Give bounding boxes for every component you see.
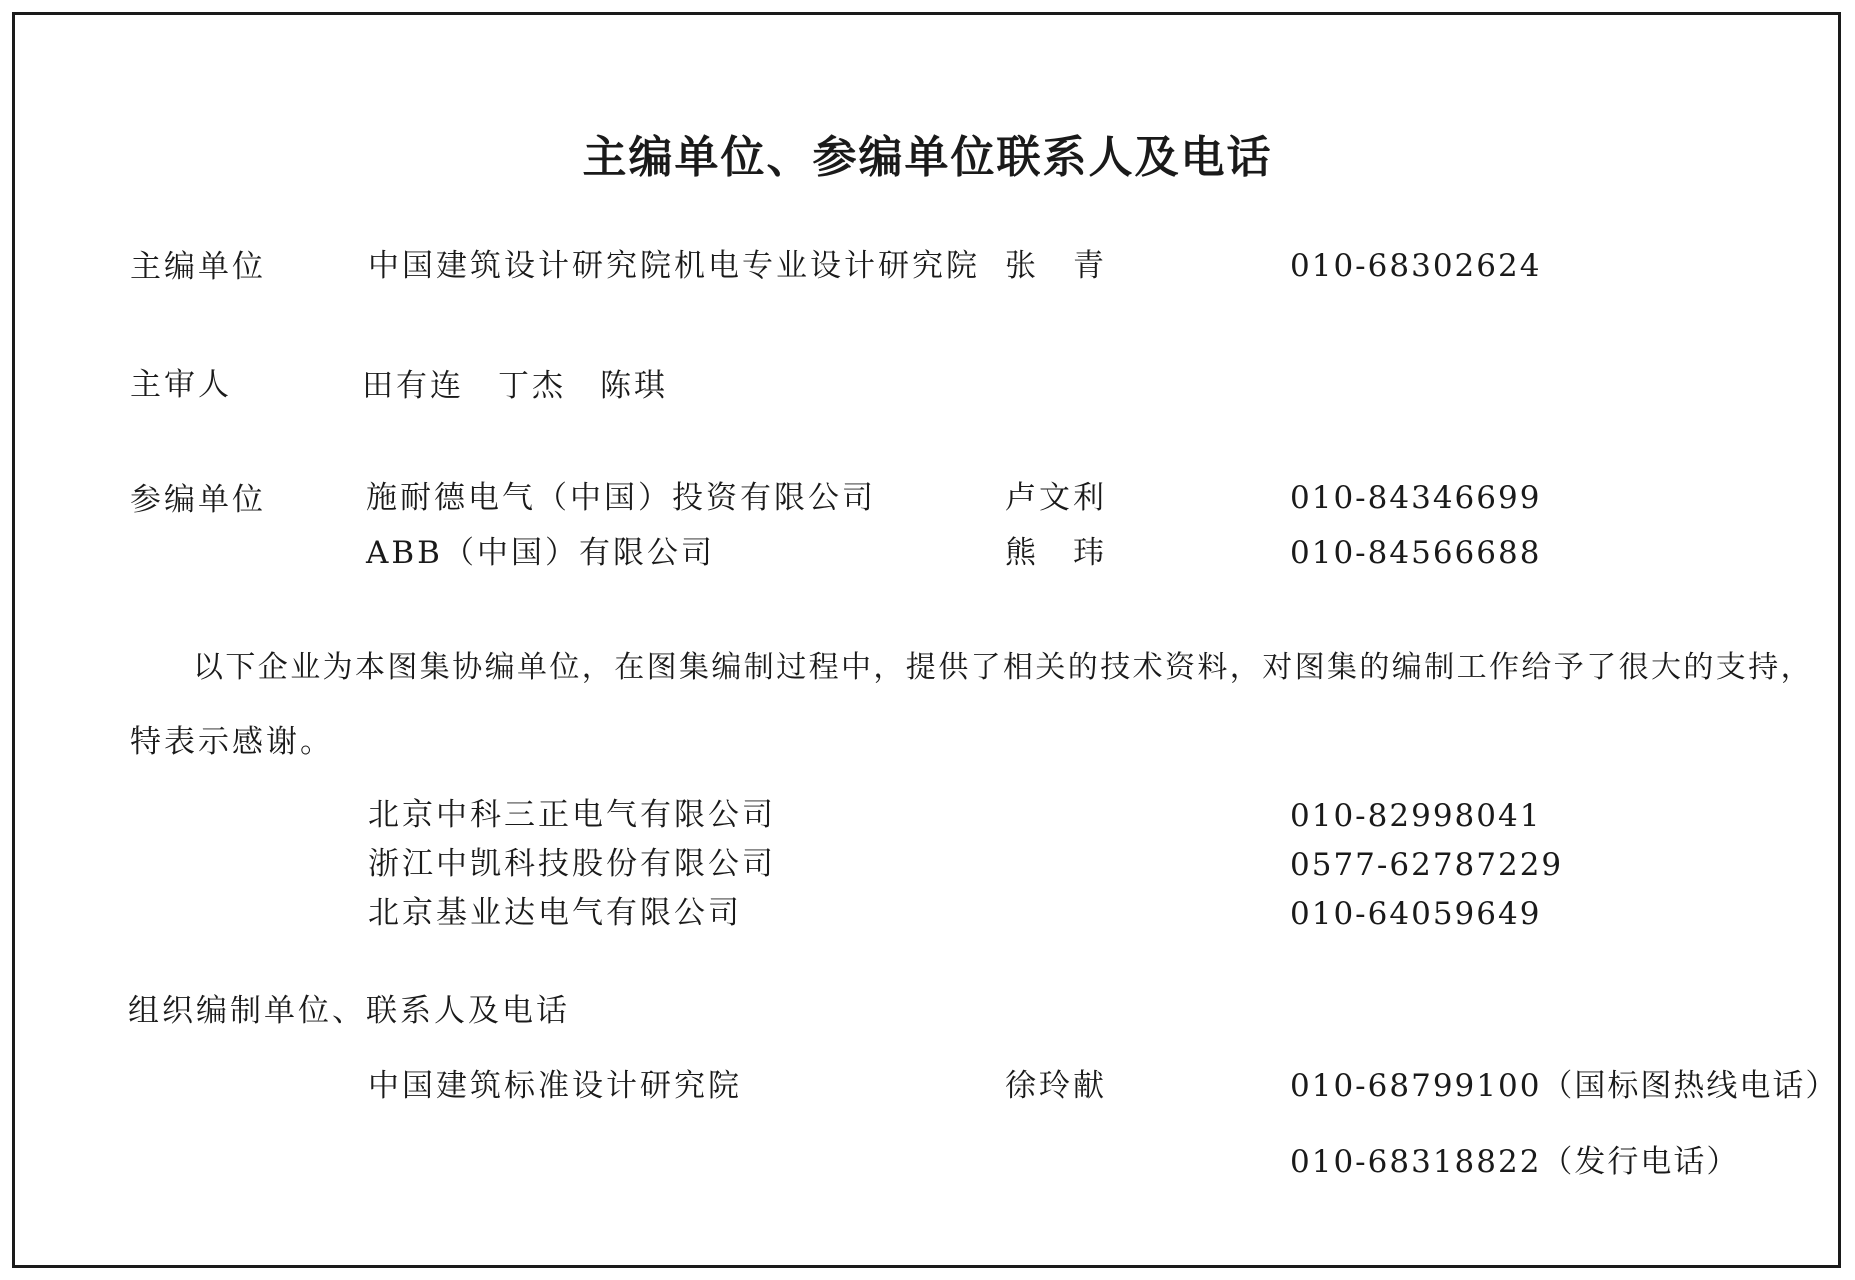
participating-org-1: 施耐德电气（中国）投资有限公司 <box>366 480 876 516</box>
co-unit-phone-2: 0577-62787229 <box>1290 847 1564 883</box>
chief-unit-org: 中国建筑设计研究院机电专业设计研究院 <box>368 248 980 284</box>
co-unit-org-1: 北京中科三正电气有限公司 <box>368 797 776 833</box>
chief-unit-phone: 010-68302624 <box>1290 248 1542 284</box>
chief-unit-contact: 张 青 <box>1005 248 1107 284</box>
co-unit-org-2: 浙江中凯科技股份有限公司 <box>368 846 776 882</box>
chief-reviewer-label: 主审人 <box>130 367 232 403</box>
chief-reviewer-names: 田有连 丁杰 陈琪 <box>362 368 668 404</box>
participating-phone-2: 010-84566688 <box>1290 535 1542 571</box>
co-unit-phone-1: 010-82998041 <box>1290 798 1542 834</box>
chief-unit-label: 主编单位 <box>130 249 266 285</box>
organizer-org: 中国建筑标准设计研究院 <box>368 1068 742 1104</box>
participating-contact-2: 熊 玮 <box>1005 535 1107 571</box>
organizer-phone-2: 010-68318822（发行电话） <box>1290 1144 1740 1180</box>
organizer-label: 组织编制单位、联系人及电话 <box>128 993 570 1029</box>
participating-org-2: ABB（中国）有限公司 <box>366 535 715 571</box>
thanks-line-1: 以下企业为本图集协编单位，在图集编制过程中，提供了相关的技术资料，对图集的编制工作给予了很大的支持， <box>193 650 1813 685</box>
page-title: 主编单位、参编单位联系人及电话 <box>582 132 1273 183</box>
organizer-phone-1: 010-68799100（国标图热线电话） <box>1290 1068 1839 1104</box>
co-unit-org-3: 北京基业达电气有限公司 <box>368 895 742 931</box>
participating-contact-1: 卢文利 <box>1005 480 1107 516</box>
participating-phone-1: 010-84346699 <box>1290 480 1542 516</box>
participating-label: 参编单位 <box>130 482 266 518</box>
co-unit-phone-3: 010-64059649 <box>1290 896 1542 932</box>
organizer-contact: 徐玲献 <box>1005 1068 1107 1104</box>
thanks-line-2: 特表示感谢。 <box>130 724 334 760</box>
